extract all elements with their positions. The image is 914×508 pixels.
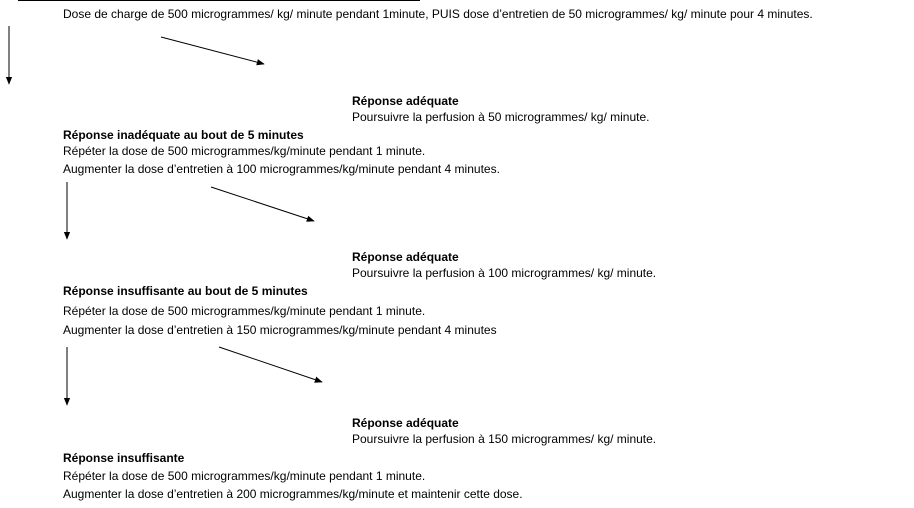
adequate-response-title-3: Réponse adéquate xyxy=(352,416,459,430)
repeat-dose-line-3: Répéter la dose de 500 microgrammes/kg/minute pendant 1 minute. xyxy=(63,469,426,483)
adequate-response-text-2: Poursuivre la perfusion à 100 microgrammes/ kg/ minute. xyxy=(352,266,657,280)
intro-text: Dose de charge de 500 microgrammes/ kg/ minute pendant 1minute, PUIS dose d’entretien de 50 microgrammes/ kg/ minute pour 4 minutes. xyxy=(63,7,813,21)
inadequate-response-title-2: Réponse insuffisante au bout de 5 minutes xyxy=(63,284,308,298)
diagonal-arrow-1 xyxy=(161,37,264,64)
adequate-response-title-1: Réponse adéquate xyxy=(352,94,459,108)
adequate-response-title-2: Réponse adéquate xyxy=(352,250,459,264)
diagonal-arrow-2 xyxy=(211,187,314,221)
repeat-dose-line-2: Répéter la dose de 500 microgrammes/kg/minute pendant 1 minute. xyxy=(63,304,426,318)
inadequate-response-title-3: Réponse insuffisante xyxy=(63,451,185,465)
repeat-dose-line-1: Répéter la dose de 500 microgrammes/kg/minute pendant 1 minute. xyxy=(63,144,426,158)
increase-dose-line-3: Augmenter la dose d’entretien à 200 microgrammes/kg/minute et maintenir cette dose. xyxy=(63,487,523,501)
adequate-response-text-1: Poursuivre la perfusion à 50 microgrammes/ kg/ minute. xyxy=(352,110,650,124)
diagonal-arrow-3 xyxy=(219,347,322,382)
inadequate-response-title-1: Réponse inadéquate au bout de 5 minutes xyxy=(63,128,304,142)
increase-dose-line-2: Augmenter la dose d’entretien à 150 microgrammes/kg/minute pendant 4 minutes xyxy=(63,323,497,337)
increase-dose-line-1: Augmenter la dose d’entretien à 100 microgrammes/kg/minute pendant 4 minutes. xyxy=(63,162,500,176)
adequate-response-text-3: Poursuivre la perfusion à 150 microgrammes/ kg/ minute. xyxy=(352,432,657,446)
